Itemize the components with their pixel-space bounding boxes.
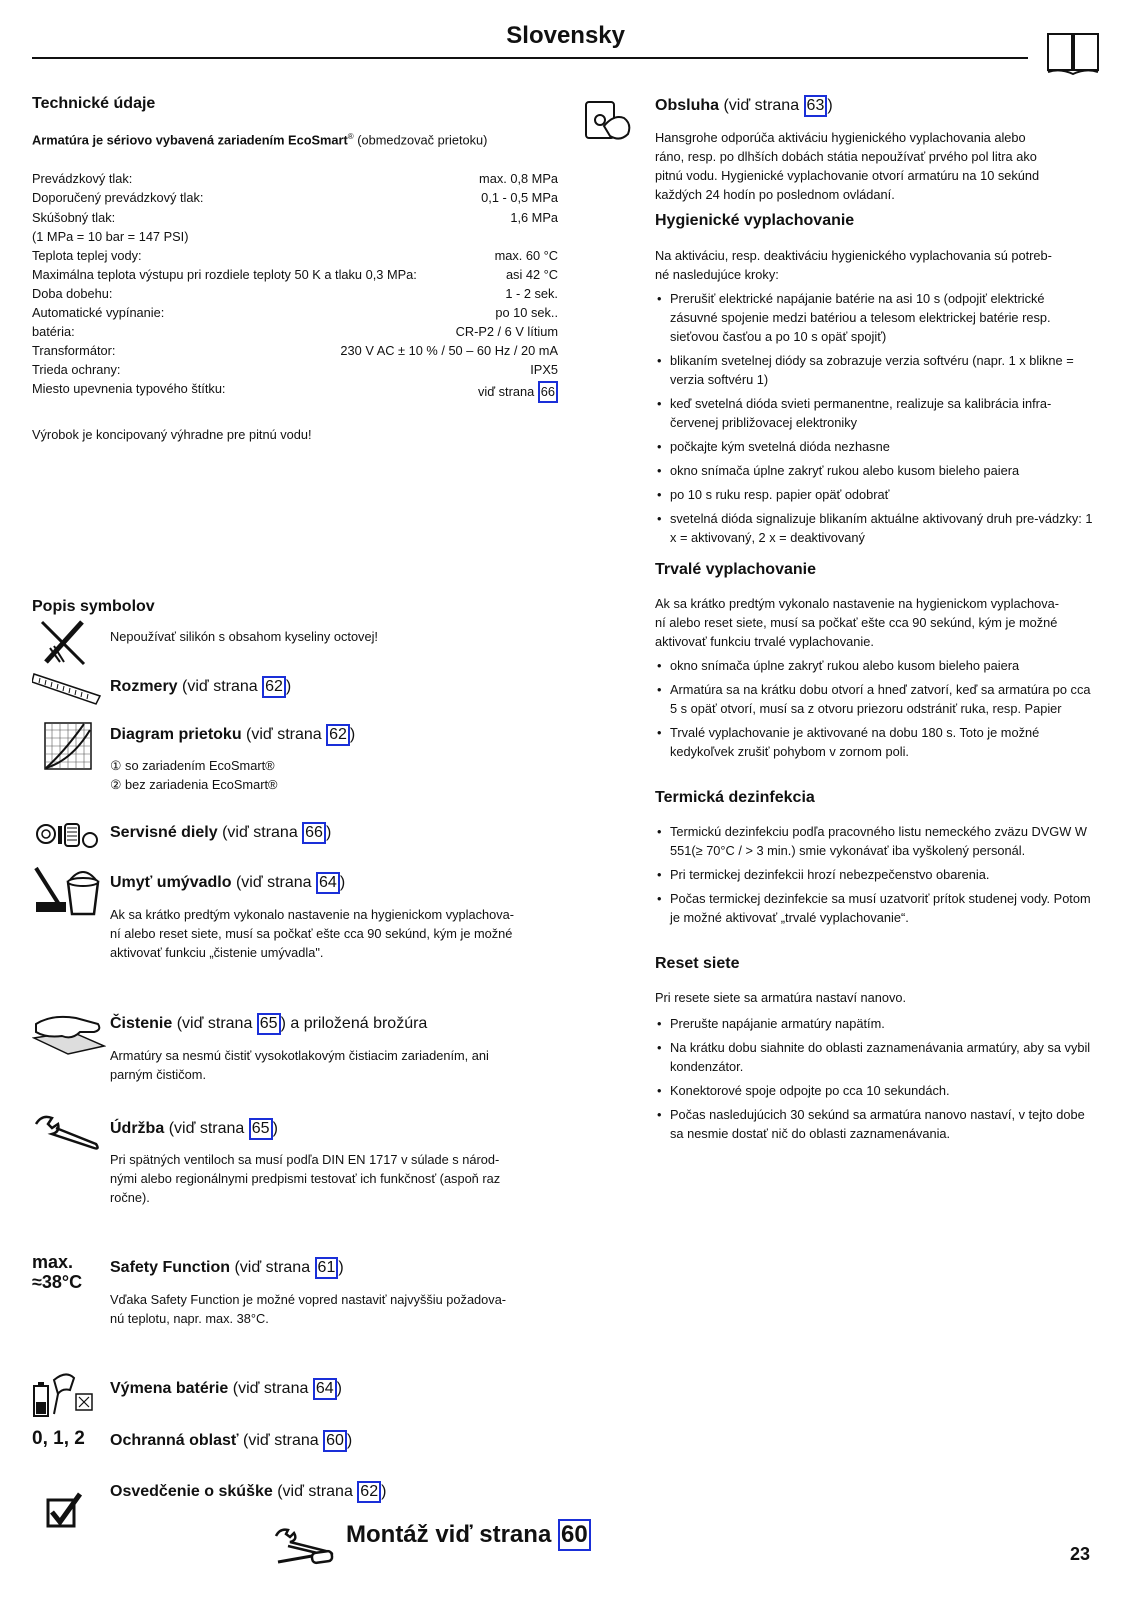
flow-legend-1: ① so zariadením EcoSmart® [110, 758, 275, 773]
spec-value: CR-P2 / 6 V lítium [455, 324, 558, 339]
list-item: • Armatúra sa na krátku dobu otvorí a hneď zatvorí, keď sa armatúra po cca 5 s opäť otvorí, musí sa z otvoru priezoru odstrániť ruka, resp. Papier [655, 680, 1095, 718]
ecosmart-bold: Armatúra je sériovo vybavená zariadením EcoSmart [32, 132, 348, 148]
page-link-61[interactable]: 61 [315, 1257, 339, 1279]
hygiene-flush-heading: Hygienické vyplachovanie [655, 212, 855, 229]
spec-row [32, 267, 558, 282]
battery-replacement-item: Výmena batérie (viď strana 64 ) [110, 1378, 342, 1400]
spec-row [32, 248, 558, 263]
spec-value: po 10 sek.. [495, 305, 558, 320]
list-item: • blikaním svetelnej diódy sa zobrazuje verzia softvéru (napr. 1 x blikne = verzia softvéru 1) [655, 351, 1095, 389]
spec-label: Teplota teplej vody: [32, 248, 142, 263]
flow-diagram-item: Diagram prietoku (viď strana 62 ) [110, 724, 355, 746]
page-link-66[interactable]: 66 [302, 822, 326, 844]
list-item: • Prerušiť elektrické napájanie batérie na asi 10 s (odpojiť elektrické zásuvné spojenie medzi batériou a telesom elektrickej batérie resp. sieťovou časťou a po 10 s opäť spojiť) [655, 289, 1095, 346]
permanent-flush-heading: Trvalé vyplachovanie [655, 561, 816, 578]
silicone-warning: Nepoužívať silikón s obsahom kyseliny octovej! [110, 629, 378, 644]
assembly-reference: Montáž viď strana 60 [346, 1519, 591, 1551]
spec-label: (1 MPa = 10 bar = 147 PSI) [32, 229, 189, 244]
title-divider [32, 57, 1028, 59]
hygiene-flush-intro: Na aktiváciu, resp. deaktiváciu hygienického vyplachovania sú potreb- né nasledujúce kroky: [655, 248, 1052, 282]
drinking-water-note: Výrobok je koncipovaný výhradne pre pitnú vodu! [32, 427, 312, 442]
silicone-gun-icon [40, 618, 86, 666]
page-link-60[interactable]: 60 [323, 1430, 347, 1452]
list-item: • po 10 s ruku resp. papier opäť odobrať [655, 485, 1095, 504]
list-item: • keď svetelná dióda svieti permanentne, realizuje sa kalibrácia infra-červenej približovacej elektroniky [655, 394, 1095, 432]
wash-basin-item: Umyť umývadlo (viď strana 64 ) [110, 872, 345, 894]
list-item: • Počas nasledujúcich 30 sekúnd sa armatúra nanovo nastaví, v tejto dobe sa nesmie dostať nič do oblasti zaznamenávania. [655, 1105, 1095, 1143]
spec-value: 1 - 2 sek. [505, 286, 558, 301]
page-link-66[interactable]: 66 [538, 381, 558, 403]
spec-row [32, 305, 558, 320]
operation-text: Hansgrohe odporúča aktiváciu hygienického vyplachovania alebo ráno, resp. po dlhších dobách státia nepoužívať prvého pol litra ako pitnú vodu. Hygienické vyplachovanie otvorí armatúru na 10 sekúnd každých 24 hodín po poslednom ovládaní. [655, 130, 1040, 202]
ruler-icon [32, 672, 102, 706]
battery-icon [32, 1370, 96, 1420]
list-item: • okno snímača úplne zakryť rukou alebo kusom bieleho paiera [655, 656, 1095, 675]
page-link-64[interactable]: 64 [316, 872, 340, 894]
spec-label: Doba dobehu: [32, 286, 113, 301]
list-item: • Prerušte napájanie armatúry napätím. [655, 1014, 1095, 1033]
permanent-flush-intro: Ak sa krátko predtým vykonalo nastavenie na hygienickom vyplachova- ní alebo reset siete, musí sa počkať ešte cca 90 sekúnd, kým je možné aktivovať funkciu trvalé vyplachovanie. [655, 596, 1060, 649]
list-item: • Termickú dezinfekciu podľa pracovného listu nemeckého zväzu DVGW W 551(≥ 70°C / > 3 min.) smie vykonávať iba vyškolený personál. [655, 822, 1095, 860]
flow-legend-2: ② bez zariadenia EcoSmart® [110, 777, 278, 792]
spec-label: Skúšobný tlak: [32, 210, 116, 225]
book-icon [1046, 32, 1100, 76]
list-item: • Trvalé vyplachovanie je aktivované na dobu 180 s. Toto je možné kedykoľvek zrušiť pohybom v zornom poli. [655, 723, 1095, 761]
safety-function-item: Safety Function (viď strana 61 ) [110, 1257, 344, 1279]
spec-row [32, 171, 558, 186]
maintenance-item: Údržba (viď strana 65 ) [110, 1118, 278, 1140]
page-link-64[interactable]: 64 [313, 1378, 337, 1400]
thermal-disinfection-steps [655, 822, 1095, 932]
network-reset-heading: Reset siete [655, 955, 740, 972]
page-link-62[interactable]: 62 [262, 676, 286, 698]
network-reset-intro: Pri resete siete sa armatúra nastaví nanovo. [655, 990, 907, 1005]
tech-specs-heading: Technické údaje [32, 95, 156, 112]
safety-function-text: Vďaka Safety Function je možné vopred nastaviť najvyššiu požadova- nú teplotu, napr. max. 38°C. [110, 1292, 507, 1326]
bucket-mop-icon [32, 860, 104, 918]
hygiene-flush-steps [655, 289, 1095, 552]
cleaning-text: Armatúry sa nesmú čistiť vysokotlakovým čistiacim zariadením, ani parným čističom. [110, 1048, 489, 1082]
registered-mark: ® [347, 132, 354, 141]
wash-basin-text: Ak sa krátko predtým vykonalo nastavenie na hygienickom vyplachova- ní alebo reset siete, musí sa počkať ešte cca 90 sekúnd, kým je možné aktivovať funkciu „čistenie umývadla". [110, 907, 515, 960]
list-item: • Konektorové spoje odpojte po cca 10 sekundách. [655, 1081, 1095, 1100]
spec-value: asi 42 °C [505, 267, 558, 282]
spec-value: 230 V AC ± 10 % / 50 – 60 Hz / 20 mA [340, 343, 558, 358]
spec-value: 0,1 - 0,5 MPa [481, 190, 558, 205]
checkmark-box-icon [46, 1492, 84, 1530]
page-link-63[interactable]: 63 [804, 95, 828, 117]
spec-label: Miesto upevnenia typového štítku: [32, 381, 226, 396]
spec-label: Prevádzkový tlak: [32, 171, 133, 186]
protection-zone-icon: 0, 1, 2 [32, 1428, 85, 1449]
list-item: • Počas termickej dezinfekcie sa musí uzatvoriť prítok studenej vody. Potom je možné aktivovať „trvalé vyplachovanie“. [655, 889, 1095, 927]
spec-value: max. 0,8 MPa [479, 171, 558, 186]
protection-zone-item: Ochranná oblasť (viď strana 60 ) [110, 1430, 352, 1452]
operation-heading: Obsluha (viď strana 63 ) [655, 95, 1100, 117]
network-reset-steps [655, 1014, 1095, 1148]
spec-row [32, 190, 558, 205]
list-item: • Na krátku dobu siahnite do oblasti zaznamenávania armatúry, aby sa vybil kondenzátor. [655, 1038, 1095, 1076]
cleaning-item: Čistenie (viď strana 65 ) a priložená brožúra [110, 1013, 427, 1035]
spec-row [32, 324, 558, 339]
page-link-65[interactable]: 65 [257, 1013, 281, 1035]
service-parts-item: Servisné diely (viď strana 66 ) [110, 822, 331, 844]
spec-label: Doporučený prevádzkový tlak: [32, 190, 204, 205]
list-item: • Pri termickej dezinfekcii hrozí nebezpečenstvo obarenia. [655, 865, 1095, 884]
max-temp-icon: max. ≈38°C [32, 1252, 83, 1292]
spec-value: max. 60 °C [494, 248, 558, 263]
spec-label: Automatické vypínanie: [32, 305, 165, 320]
spec-value: IPX5 [530, 362, 558, 377]
ecosmart-note [32, 127, 558, 149]
wrench-icon [32, 1112, 102, 1152]
page-number: 23 [1070, 1544, 1091, 1564]
spec-value: viď strana 66 [478, 381, 558, 403]
test-certificate-item: Osvedčenie o skúške (viď strana 62 ) [110, 1481, 386, 1503]
thermal-disinfection-heading: Termická dezinfekcia [655, 789, 815, 806]
hand-sensor-icon [584, 100, 634, 144]
page-link-62[interactable]: 62 [326, 724, 350, 746]
hand-cleaning-icon [32, 1010, 106, 1058]
maintenance-text: Pri spätných ventiloch sa musí podľa DIN EN 1717 v súlade s národ- nými alebo regionálnymi predpismi testovať ich funkčnosť (aspoň raz ročne). [110, 1152, 501, 1205]
dimensions-item: Rozmery (viď strana 62 ) [110, 676, 291, 698]
page-link-65[interactable]: 65 [249, 1118, 273, 1140]
spec-row [32, 229, 558, 244]
spec-label: Trieda ochrany: [32, 362, 121, 377]
type-label-row [32, 381, 558, 403]
page-link-60[interactable]: 60 [558, 1519, 591, 1551]
list-item: • počkajte kým svetelná dióda nezhasne [655, 437, 1095, 456]
permanent-flush-steps [655, 656, 1095, 766]
spec-row [32, 286, 558, 301]
list-item: • svetelná dióda signalizuje blikaním aktuálne aktivovaný druh pre-vádzky: 1 x = aktivovaný, 2 x = deaktivovaný [655, 509, 1095, 547]
page-title: Slovensky [506, 22, 625, 49]
spec-label: Transformátor: [32, 343, 116, 358]
spec-value: 1,6 MPa [510, 210, 558, 225]
flow-diagram-icon [44, 722, 92, 770]
symbols-heading: Popis symbolov [32, 598, 155, 615]
spec-row [32, 362, 558, 377]
spare-parts-icon [34, 818, 104, 854]
spec-label: batéria: [32, 324, 75, 339]
list-item: • okno snímača úplne zakryť rukou alebo kusom bieleho paiera [655, 461, 1095, 480]
spec-label: Maximálna teplota výstupu pri rozdiele teploty 50 K a tlaku 0,3 MPa: [32, 267, 417, 282]
assembly-tools-icon [272, 1526, 336, 1570]
spec-row [32, 343, 558, 358]
spec-row [32, 210, 558, 225]
page-link-62[interactable]: 62 [357, 1481, 381, 1503]
ecosmart-rest: (obmedzovač prietoku) [353, 132, 488, 148]
